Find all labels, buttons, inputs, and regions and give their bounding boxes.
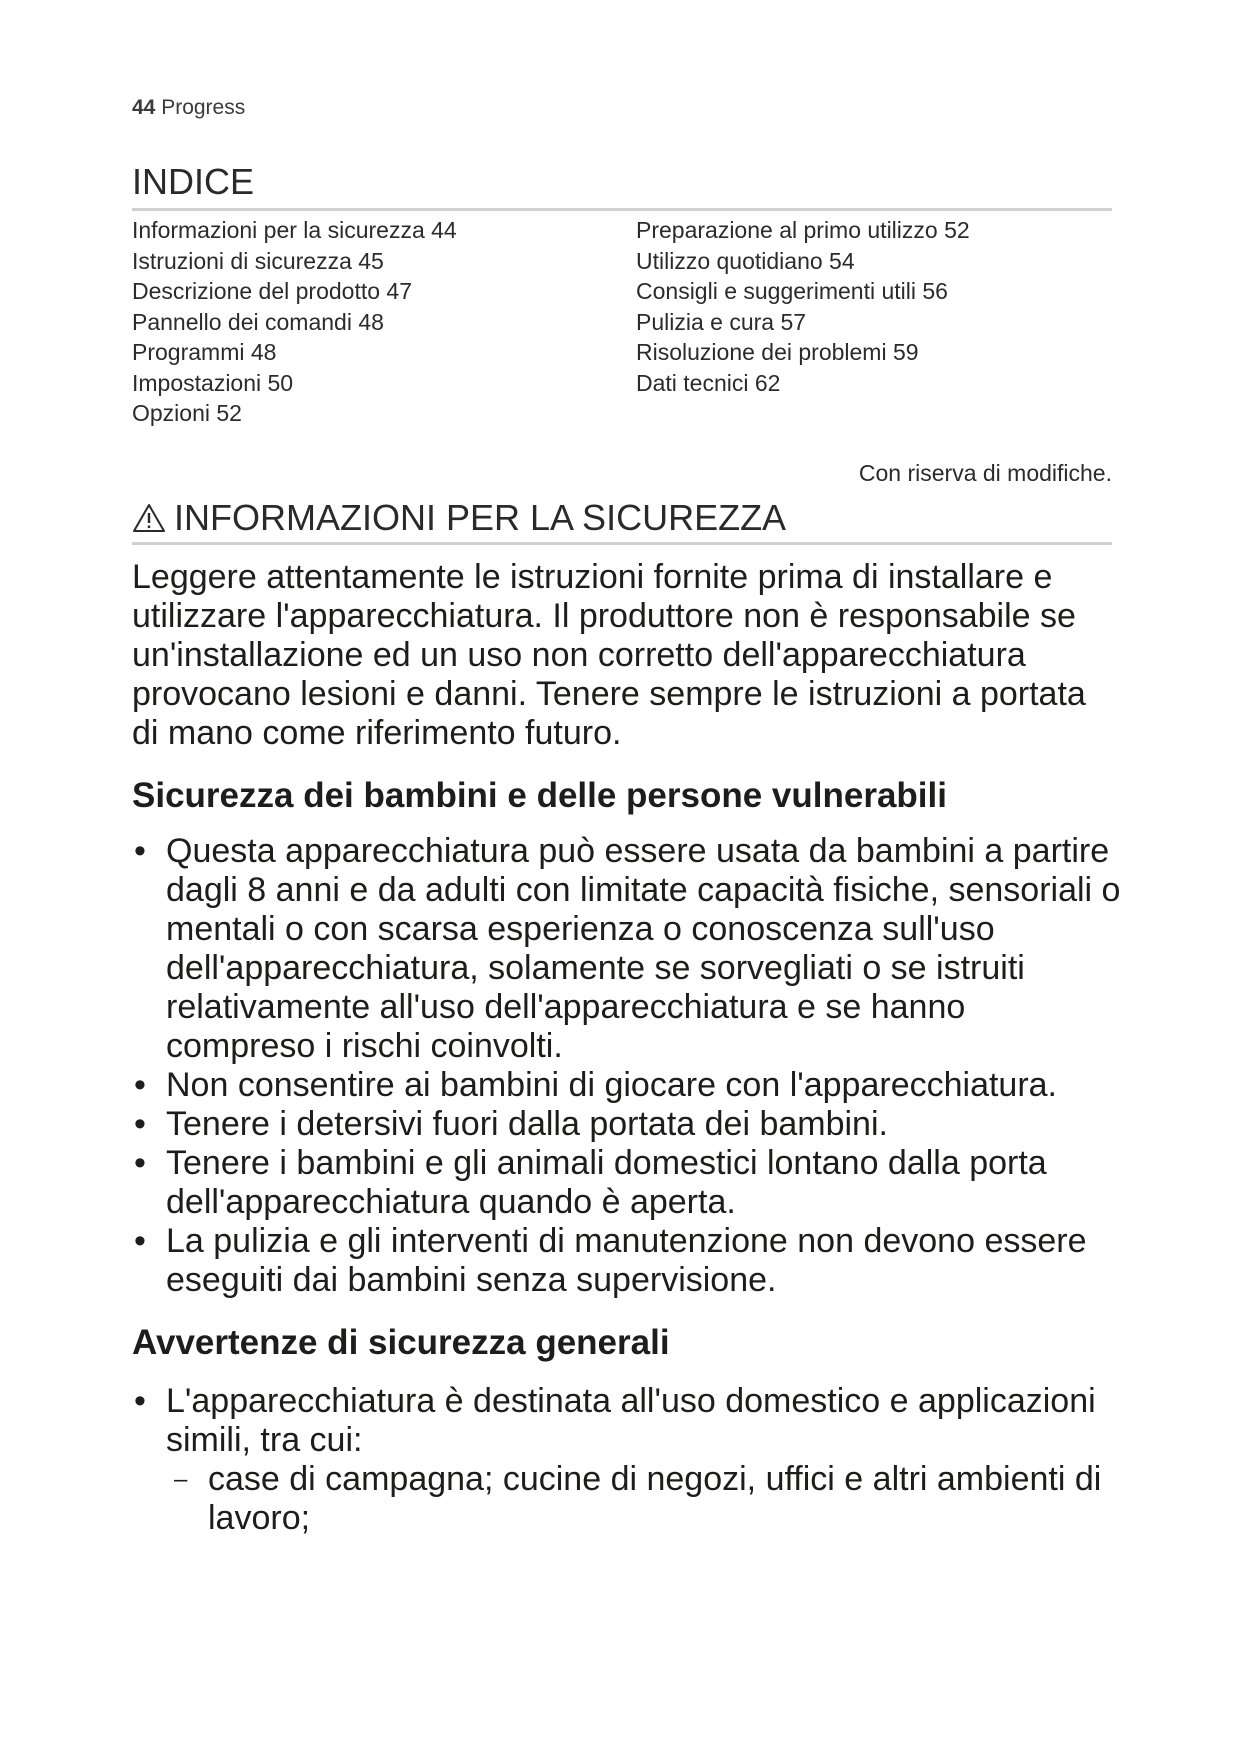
bullet-icon: • <box>134 1382 146 1420</box>
list-item: • Questa apparecchiatura può essere usata da bambini a partire dagli 8 anni e da adulti con limitate capacità fisiche, sensoriali o mentali o con scarsa esperienza o conoscenza sull'uso dell'apparecchiatura, solamente se sorvegliati o se istruiti relativamente all'uso dell'apparecchiatura e se hanno compreso i rischi coinvolti. <box>134 832 1121 1065</box>
toc-entry[interactable]: Impostazioni 50 <box>132 369 294 396</box>
toc-entry[interactable]: Opzioni 52 <box>132 400 242 426</box>
toc-entry[interactable]: Pulizia e cura 57 <box>636 308 807 335</box>
bullet-icon: • <box>134 1222 146 1260</box>
toc-entry[interactable]: Istruzioni di sicurezza 45 <box>132 247 384 274</box>
toc-entry[interactable]: Programmi 48 <box>132 339 277 365</box>
children-safety-heading: Sicurezza dei bambini e delle persone vulnerabili <box>132 776 947 815</box>
dash-icon: – <box>174 1466 188 1493</box>
toc-divider <box>132 208 1112 211</box>
sub-list <box>166 1460 1122 1538</box>
brand-name: Progress <box>161 96 246 119</box>
list-item: • L'apparecchiatura è destinata all'uso domestico e applicazioni simili, tra cui: – case di campagna; cucine di negozi, uffici e altri ambienti di lavoro; <box>132 1382 1122 1538</box>
toc-entry[interactable]: Pannello dei comandi 48 <box>132 308 384 335</box>
toc-entry[interactable]: Dati tecnici 62 <box>636 369 781 396</box>
toc-entry[interactable]: Preparazione al primo utilizzo 52 <box>636 217 970 243</box>
safety-section-title <box>132 496 786 540</box>
toc-entry[interactable]: Utilizzo quotidiano 54 <box>636 247 855 274</box>
safety-divider <box>132 542 1112 545</box>
page-header <box>132 96 245 120</box>
toc-entry[interactable]: Consigli e suggerimenti utili 56 <box>636 278 948 304</box>
bullet-icon: • <box>134 1105 146 1143</box>
reserve-note: Con riserva di modifiche. <box>858 460 1112 486</box>
safety-title-text: INFORMAZIONI PER LA SICUREZZA <box>174 497 787 538</box>
toc-right-column <box>636 215 970 398</box>
list-item: • Non consentire ai bambini di giocare con l'apparecchiatura. <box>134 1066 1058 1104</box>
children-safety-list <box>132 832 1122 1300</box>
list-item: • Tenere i detersivi fuori dalla portata dei bambini. <box>134 1105 888 1143</box>
list-item: • La pulizia e gli interventi di manutenzione non devono essere eseguiti dai bambini senza supervisione. <box>134 1222 1087 1299</box>
bullet-icon: • <box>134 832 146 870</box>
list-item: • Tenere i bambini e gli animali domestici lontano dalla porta dell'apparecchiatura quando è aperta. <box>134 1144 1047 1221</box>
page-number: 44 <box>132 96 156 119</box>
toc-entry[interactable]: Risoluzione dei problemi 59 <box>636 339 919 365</box>
warning-icon <box>132 503 166 533</box>
general-safety-heading: Avvertenze di sicurezza generali <box>132 1323 670 1362</box>
toc-title: INDICE <box>132 161 255 202</box>
bullet-icon: • <box>134 1144 146 1182</box>
toc-entry[interactable]: Informazioni per la sicurezza 44 <box>132 217 457 243</box>
toc-left-column <box>132 215 457 429</box>
sub-list-item: – case di campagna; cucine di negozi, uffici e altri ambienti di lavoro; <box>174 1460 1102 1537</box>
general-safety-list <box>132 1382 1122 1538</box>
bullet-icon: • <box>134 1066 146 1104</box>
safety-intro: Leggere attentamente le istruzioni fornite prima di installare e utilizzare l'apparecchiatura. Il produttore non è responsabile se un'installazione ed un uso non corretto dell'apparecchiatura provocano lesioni e danni. Tenere sempre le istruzioni a portata di mano come riferimento futuro. <box>132 558 1086 752</box>
toc-entry[interactable]: Descrizione del prodotto 47 <box>132 278 412 304</box>
